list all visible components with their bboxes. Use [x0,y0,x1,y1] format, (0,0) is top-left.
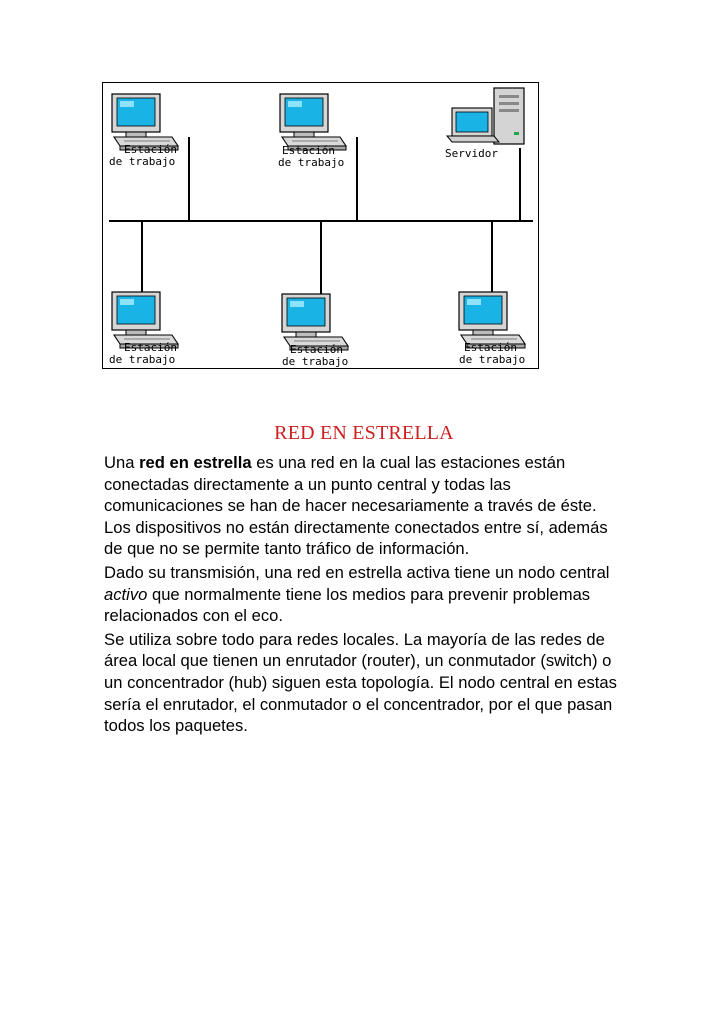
body-text [104,452,624,739]
svg-text:Estación: Estación [464,341,517,354]
text-run: es una red en la cual las estaciones están conectadas directamente a un punto central y todas las comunicaciones se han de hacer necesariamente a través de éste. Los dispositivos no están directamente conectados entre sí, además de que no se permite tanto tráfico de información. [104,453,608,559]
network-diagram [102,82,539,369]
paragraph [104,452,624,560]
svg-text:de trabajo: de trabajo [109,155,176,168]
bus-topology-figure [102,82,539,369]
italic-term: activo [104,584,148,604]
text-run: que normalmente tiene los medios para prevenir problemas relacionados con el eco. [104,584,591,626]
svg-text:de trabajo: de trabajo [109,353,176,366]
svg-text:Estación: Estación [282,144,335,157]
text-run: Una [104,453,140,472]
svg-text:de trabajo: de trabajo [459,353,526,366]
svg-text:Estación: Estación [124,143,177,156]
svg-text:Estación: Estación [124,341,177,354]
page-title: RED EN ESTRELLA [274,422,454,444]
svg-text:Estación: Estación [290,343,343,356]
bold-term: red en estrella [139,453,252,472]
svg-text:de trabajo: de trabajo [282,355,349,368]
svg-text:Servidor: Servidor [445,147,498,160]
text-run: Dado su transmisión, una red en estrella activa tiene un nodo central [104,562,610,582]
paragraph: Se utiliza sobre todo para redes locales. La mayoría de las redes de área local que tienen un enrutador (router), un conmutador (switch) o un concentrador (hub) siguen esta topología. El nodo central en estas sería el enrutador, el conmutador o el concentrador, por el que pasan todos los paquetes. [104,629,617,736]
paragraph [104,562,624,627]
svg-text:de trabajo: de trabajo [278,156,345,169]
